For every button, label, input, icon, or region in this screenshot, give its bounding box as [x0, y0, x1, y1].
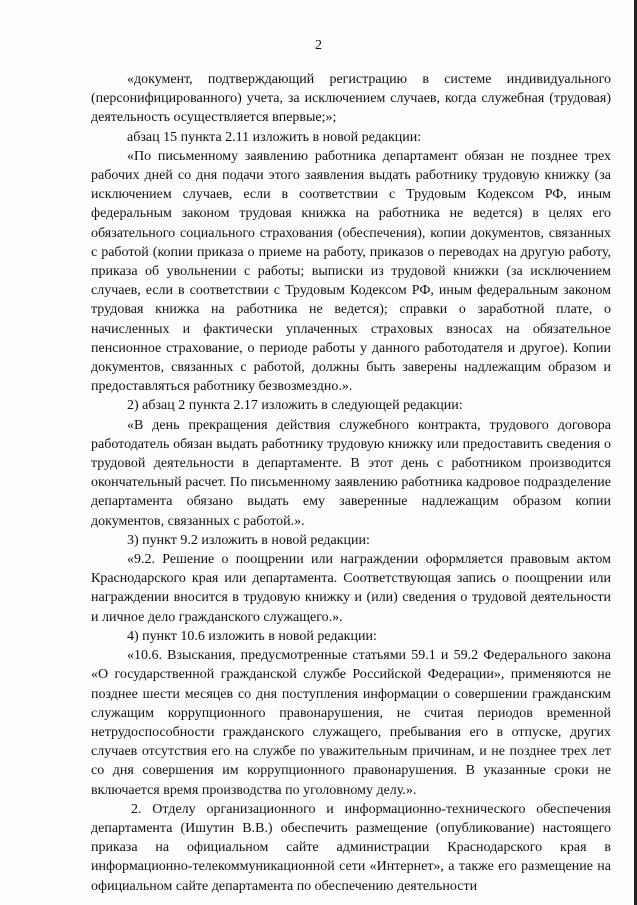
paragraph: «В день прекращения действия служебного контракта, трудового договора работодатель обязан выдать работнику трудовую книжку или предоставить сведения о трудовой деятельности в департаменте. В этот день с работником производится окончательный расчет. По письменному заявлению работника кадровое подразделение департамента обязано выдать ему заверенные надлежащим образом копии документов, связанных с работой.». — [91, 417, 611, 529]
paragraph: 4) пункт 10.6 изложить в новой редакции: — [127, 628, 377, 644]
paragraph: «9.2. Решение о поощрении или награждении оформляется правовым актом Краснодарского края или департамента. Соответствующая запись о поощрении или награждении вносится в трудовую книжку и (или) сведения о трудовой деятельности и личное дело гражданского служащего.». — [91, 552, 611, 625]
document-body — [91, 70, 611, 896]
paragraph: «документ, подтверждающий регистрацию в системе индивидуального (персонифицированного) учета, за исключением случаев, когда служебная (трудовая) деятельность осуществляется впервые;»; — [91, 72, 611, 126]
paragraph: абзац 15 пункта 2.11 изложить в новой редакции: — [127, 129, 422, 145]
paragraph: «10.6. Взыскания, предусмотренные статьями 59.1 и 59.2 Федерального закона «О государственной гражданской службе Российской Федерации», применяются не позднее шести месяцев со дня поступления информации о совершении гражданским служащим коррупционного правонарушения, не считая периодов временной нетрудоспособности гражданского служащего, пребывания его в отпуске, других случаев отсутствия его на службе по уважительным причинам, и не позднее трех лет со дня совершения им коррупционного правонарушения. В указанные сроки не включается время производства по уголовному делу.». — [91, 648, 611, 798]
paragraph: «По письменному заявлению работника департамент обязан не позднее трех рабочих дней со дня подачи этого заявления выдать работнику трудовую книжку (за исключением случаев, если в соответствии с Трудовым Кодексом РФ, иным федеральным законом трудовая книжка на работника не ведется) в целях его обязательного социального страхования (обеспечения), копии документов, связанных с работой (копии приказа о приеме на работу, приказов о переводах на другую работу, приказа об увольнении с работы; выписки из трудовой книжки (за исключением случаев, если в соответствии с Трудовым Кодексом РФ, иным федеральным законом трудовая книжка на работника не ведется); справки о заработной плате, о начисленных и фактически уплаченных страховых взносах на обязательное пенсионное страхование, о периоде работы у данного работодателя и другое). Копии документов, связанных с работой, должны быть заверены надлежащим образом и предоставляться работнику безвозмездно.». — [91, 148, 611, 395]
paragraph: 2) абзац 2 пункта 2.17 изложить в следующей редакции: — [127, 398, 463, 414]
page-number: 2 — [315, 38, 322, 53]
paragraph: 3) пункт 9.2 изложить в новой редакции: — [127, 532, 370, 548]
paragraph: 2. Отделу организационного и информационно-технического обеспечения департамента (Ишутин В.В.) обеспечить размещение (опубликование) настоящего приказа на официальном сайте администрации Краснодарского края в информационно-телекоммуникационной сети «Интернет», а также его размещение на официальном сайте департамента по обеспечению деятельности — [91, 801, 611, 894]
